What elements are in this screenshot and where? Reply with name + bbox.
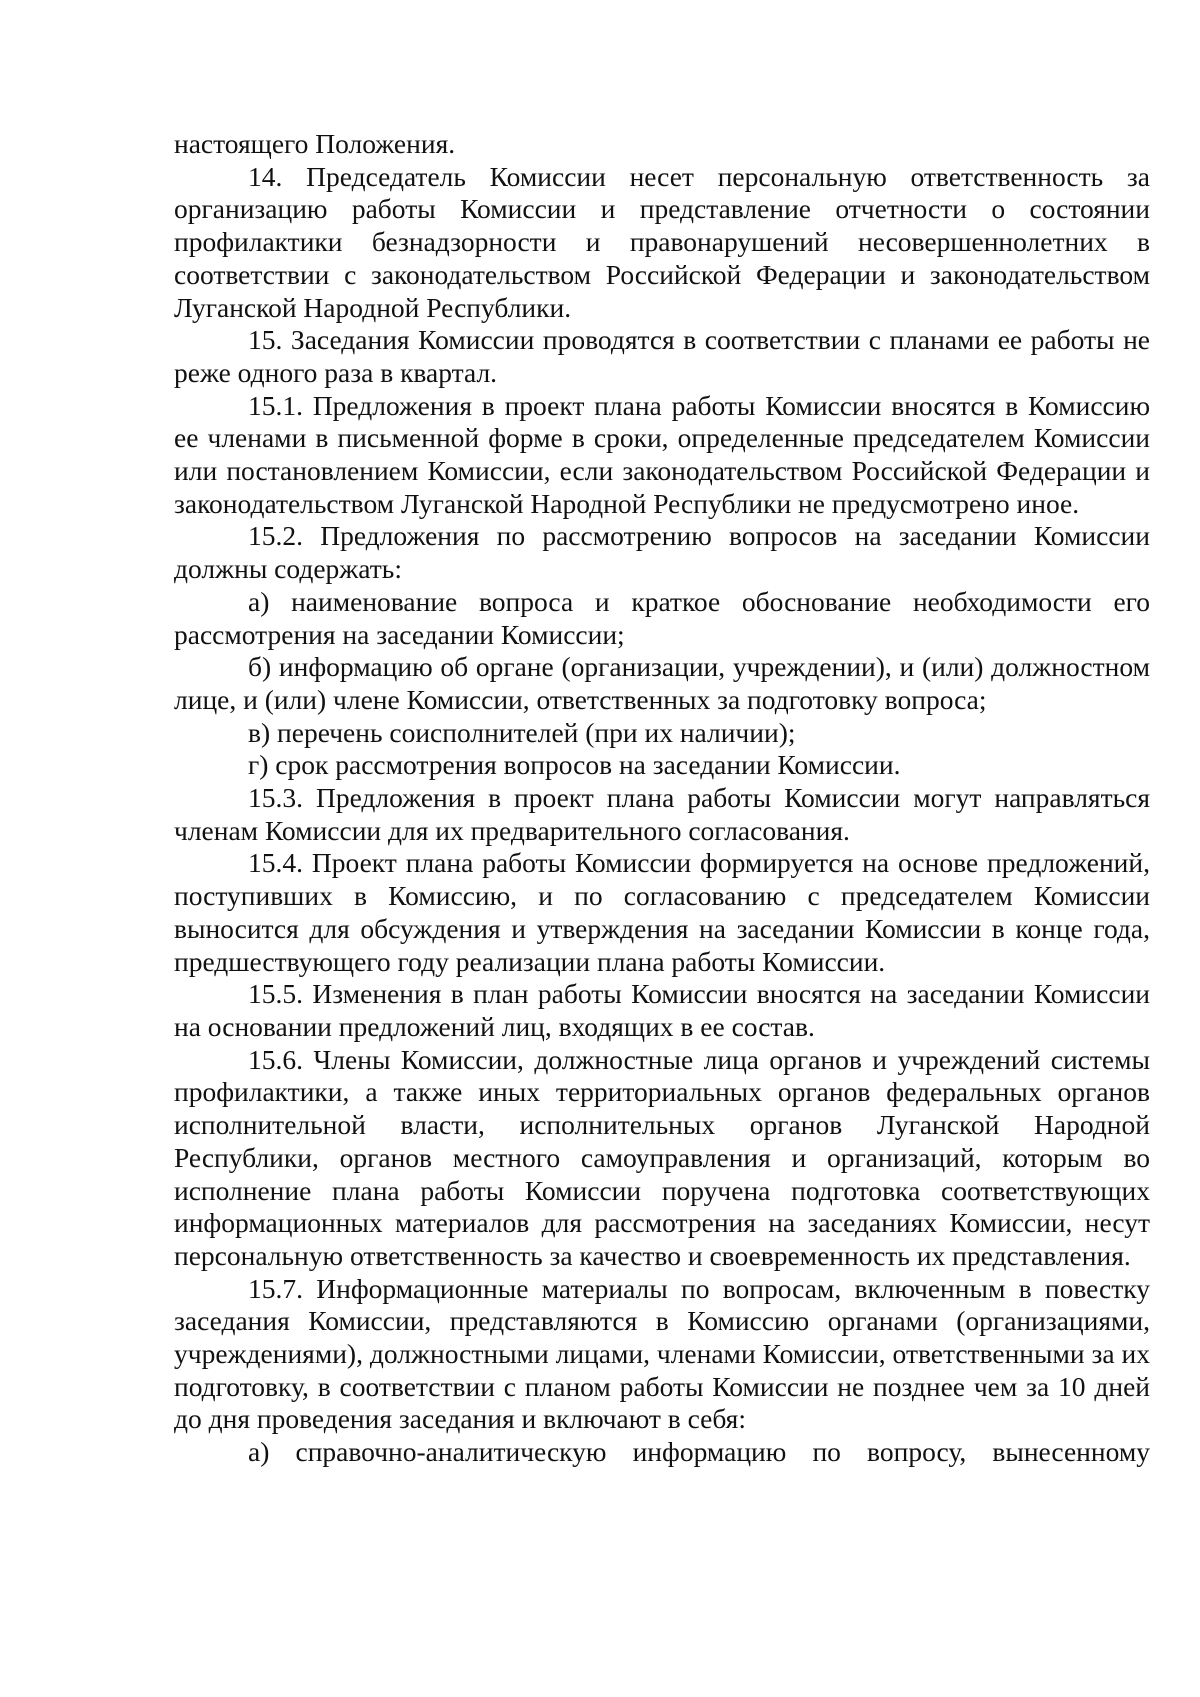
- paragraph-subitem-b: б) информацию об органе (организации, учреждении), и (или) должностном лице, и (или) члене Комиссии, ответственных за подготовку вопроса;: [174, 651, 1150, 715]
- paragraph-item-14: 14. Председатель Комиссии несет персональную ответственность за организацию работы Комиссии и представление отчетности о состоянии профилактики безнадзорности и правонарушений несовершеннолетних в соответствии с законодательством Российской Федерации и законодательством Луганской Народной Республики.: [174, 160, 1150, 323]
- paragraph-item-15-2: 15.2. Предложения по рассмотрению вопросов на заседании Комиссии должны содержать:: [174, 520, 1150, 585]
- paragraph-subitem-a: а) наименование вопроса и краткое обоснование необходимости его рассмотрения на заседании Комиссии;: [174, 585, 1150, 650]
- paragraph-item-15: 15. Заседания Комиссии проводятся в соответствии с планами ее работы не реже одного раза в квартал.: [174, 324, 1150, 388]
- paragraph-subitem-v: в) перечень соисполнителей (при их наличии);: [248, 716, 796, 748]
- paragraph-subitem-a-continued: а) справочно-аналитическую информацию по вопросу, вынесенному: [248, 1436, 1150, 1468]
- paragraph-item-15-7: 15.7. Информационные материалы по вопросам, включенным в повестку заседания Комиссии, представляются в Комиссию органами (организациями, учреждениями), должностными лицами, членами Комиссии, ответственными за их подготовку, в соответствии с планом работы Комиссии не позднее чем за 10 дней до дня проведения заседания и включают в себя:: [174, 1272, 1150, 1435]
- paragraph-continuation: настоящего Положения.: [174, 128, 456, 159]
- paragraph-item-15-6: 15.6. Члены Комиссии, должностные лица органов и учреждений системы профилактики, а также иных территориальных органов федеральных органов исполнительной власти, исполнительных органов Луганской Народной Республики, органов местного самоуправления и организаций, которым во исполнение плана работы Комиссии поручена подготовка соответствующих информационных материалов для рассмотрения на заседаниях Комиссии, несут персональную ответственность за качество и своевременность их представления.: [174, 1043, 1150, 1271]
- paragraph-item-15-5: 15.5. Изменения в план работы Комиссии вносятся на заседании Комиссии на основании предложений лиц, входящих в ее состав.: [174, 978, 1150, 1042]
- paragraph-item-15-3: 15.3. Предложения в проект плана работы Комиссии могут направляться членам Комиссии для их предварительного согласования.: [174, 782, 1150, 846]
- paragraph-item-15-4: 15.4. Проект плана работы Комиссии формируется на основе предложений, поступивших в Комиссию, и по согласованию с председателем Комиссии выносится для обсуждения и утверждения на заседании Комиссии в конце года, предшествующего году реализации плана работы Комиссии.: [174, 847, 1150, 977]
- document-body: [174, 128, 1150, 1469]
- paragraph-subitem-g: г) срок рассмотрения вопросов на заседании Комиссии.: [248, 749, 901, 781]
- paragraph-item-15-1: 15.1. Предложения в проект плана работы Комиссии вносятся в Комиссию ее членами в письменной форме в сроки, определенные председателем Комиссии или постановлением Комиссии, если законодательством Российской Федерации и законодательством Луганской Народной Республики не предусмотрено иное.: [174, 389, 1150, 519]
